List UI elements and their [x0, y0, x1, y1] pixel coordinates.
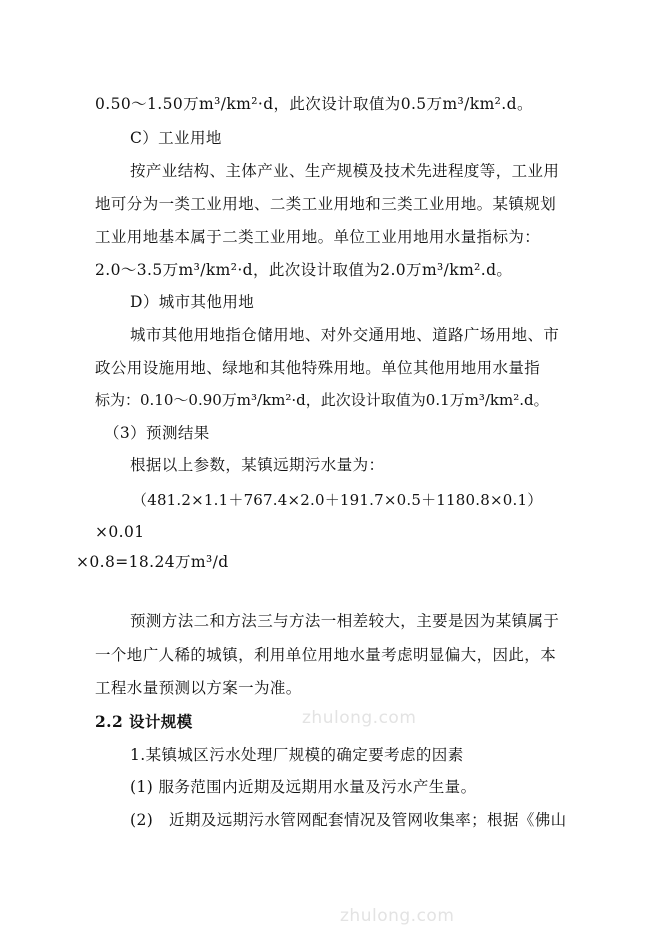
- subheading: C）工业用地: [130, 129, 222, 147]
- list-item: (1) 服务范围内近期及远期用水量及污水产生量。: [130, 778, 477, 796]
- text-line: 根据以上参数，某镇远期污水量为：: [130, 456, 385, 474]
- text-line: 0.50～1.50万m³/km²·d，此次设计取值为0.5万m³/km².d。: [95, 95, 533, 113]
- watermark: zhulong.com: [302, 708, 417, 728]
- subheading: D）城市其他用地: [130, 293, 255, 311]
- watermark: zhulong.com: [340, 906, 455, 926]
- subheading: （3）预测结果: [104, 424, 210, 442]
- text-line: 工程水量预测以方案一为准。: [95, 679, 302, 697]
- text-line: 按产业结构、主体产业、生产规模及技术先进程度等，工业用: [130, 162, 560, 180]
- text-line: 一个地广人稀的城镇，利用单位用地水量考虑明显偏大，因此，本: [95, 646, 557, 664]
- text-line: 1.某镇城区污水处理厂规模的确定要考虑的因素: [130, 746, 464, 764]
- text-line: 预测方法二和方法三与方法一相差较大，主要是因为某镇属于: [130, 612, 560, 630]
- text-line: 标为：0.10～0.90万m³/km²·d，此次设计取值为0.1万m³/km².d。: [95, 391, 549, 409]
- text-line: 城市其他用地指仓储用地、对外交通用地、道路广场用地、市: [130, 326, 560, 344]
- text-line: 地可分为一类工业用地、二类工业用地和三类工业用地。某镇规划: [95, 195, 557, 213]
- text-line: 工业用地基本属于二类工业用地。单位工业用地用水量指标为：: [95, 228, 541, 246]
- formula-result: ×0.8=18.24万m³/d: [76, 553, 229, 571]
- text-line: 政公用设施用地、绿地和其他特殊用地。单位其他用地用水量指: [95, 359, 541, 377]
- section-heading: 2.2 设计规模: [95, 712, 193, 731]
- text-line: 2.0～3.5万m³/km²·d，此次设计取值为2.0万m³/km².d。: [95, 261, 513, 279]
- formula-line: （481.2×1.1＋767.4×2.0＋191.7×0.5＋1180.8×0.1）: [132, 491, 543, 509]
- formula-line: ×0.01: [95, 523, 145, 541]
- list-item: (2) 近期及远期污水管网配套情况及管网收集率；根据《佛山: [130, 811, 567, 829]
